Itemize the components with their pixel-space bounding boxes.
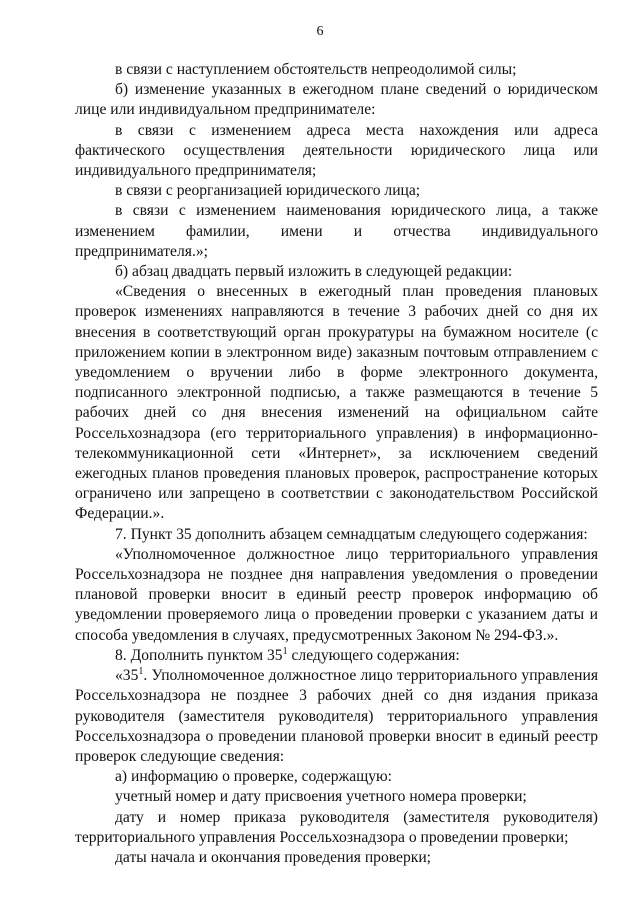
paragraph: дату и номер приказа руководителя (заместителя руководителя) территориального управления Россельхознадзора о проведении проверки; (75, 808, 598, 846)
item-8-text: 8. Дополнить пунктом 35 (115, 646, 283, 664)
item-8-paragraph (75, 646, 598, 666)
item-8-text-end: следующего содержания: (287, 646, 460, 664)
page-number: 6 (316, 24, 324, 39)
paragraph: a) информацию о проверке, содержащую: (115, 768, 393, 786)
quoted-paragraph: «Сведения о внесенных в ежегодный план проведения плановых проверок изменениях направляются в течение 3 рабочих дней со дня их внесения в соответствующий орган прокуратуры на бумажном носителе (с приложением копии в электронном виде) заказным почтовым отправлением с уведомлением о вручении либо в форме электронного документа, подписанного электронной подписью, а также размещаются в течение 5 рабочих дней со дня внесения изменений на официальном сайте Россельхознадзора (его территориального управления) в информационно-телекоммуникационной сети «Интернет», за исключением сведений ежегодных планов проведения плановых проверок, распространение которых ограничено или запрещено в соответствии с законодательством Российской Федерации.». (75, 283, 598, 523)
paragraph: в связи с наступлением обстоятельств непреодолимой силы; (115, 61, 517, 78)
superscript: 1 (282, 645, 288, 657)
paragraph: в связи с изменением наименования юридического лица, а также изменением фамилии, имени и отчества индивидуального предпринимателя.»; (75, 202, 598, 260)
item-35-1-text: . Уполномоченное должностное лицо территориального управления Россельхознадзора не позднее 3 рабочих дней со дня издания приказа руководителя (заместителя руководителя) территориального управления Россельхознадзора о проведении плановой проверки вносит в единый реестр проверок следующие сведения: (75, 667, 598, 765)
item-35-1-open: «35 (115, 667, 139, 685)
paragraph: учетный номер и дату присвоения учетного номера проверки; (115, 788, 527, 806)
paragraph: б) изменение указанных в ежегодном плане сведений о юридическом лице или индивидуальном предпринимателе: (75, 81, 598, 119)
superscript: 1 (138, 665, 144, 677)
document-body (75, 60, 598, 868)
paragraph: даты начала и окончания проведения проверки; (115, 848, 432, 866)
quoted-paragraph: «Уполномоченное должностное лицо территориального управления Россельхознадзора не позднее дня направления уведомления о проведении плановой проверки вносит в единый реестр проверок информацию об уведомлении проверяемого лица о проведении проверки с указанием даты и способа уведомления в случаях, предусмотренных Законом № 294-ФЗ.». (75, 545, 598, 644)
paragraph: в связи с изменением адреса места нахождения или адреса фактического осуществления деятельности юридического лица или индивидуального предпринимателя; (75, 121, 598, 180)
paragraph: б) абзац двадцать первый изложить в следующей редакции: (115, 263, 513, 281)
paragraph: 7. Пункт 35 дополнить абзацем семнадцатым следующего содержания: (115, 525, 588, 543)
paragraph: в связи с реорганизацией юридического лица; (115, 182, 421, 200)
item-35-1-paragraph (75, 666, 598, 767)
